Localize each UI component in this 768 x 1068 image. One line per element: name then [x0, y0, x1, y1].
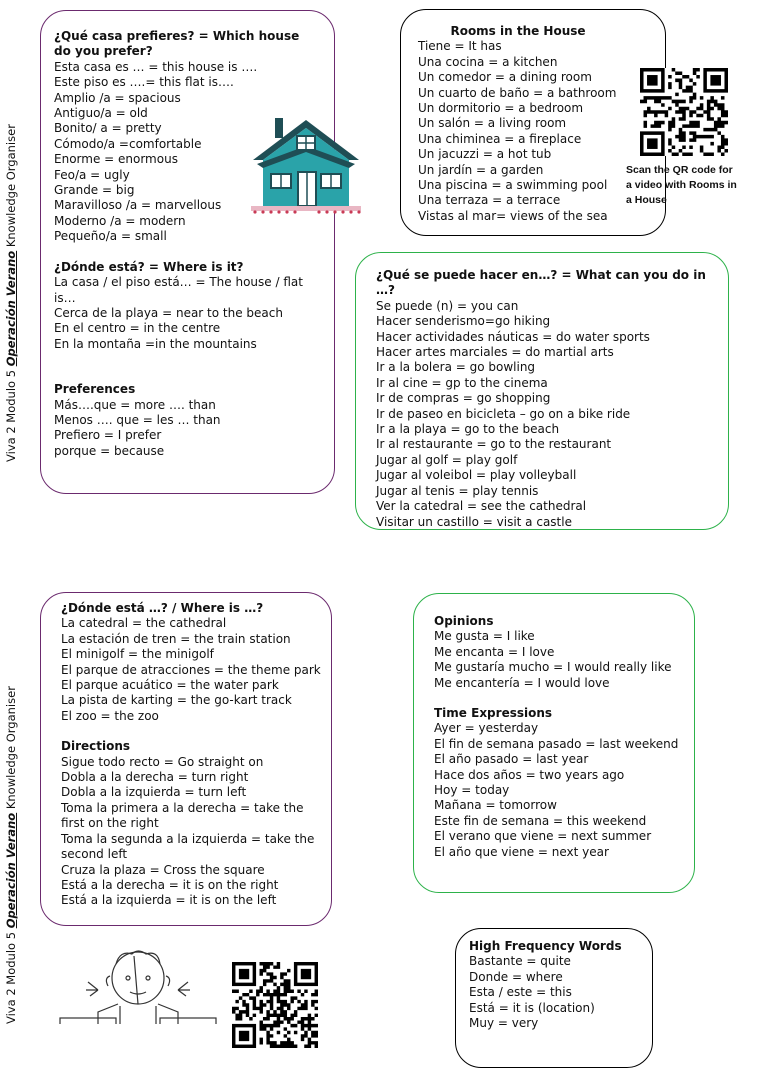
vocab-line: Ayer = yesterday [434, 721, 539, 736]
preferences-list [54, 398, 324, 460]
vocab-line: Hoy = today [434, 783, 510, 798]
time-expressions-heading: Time Expressions [434, 706, 553, 721]
preferences-heading: Preferences [54, 382, 136, 397]
vocab-line: Ir al cine = gp to the cinema [376, 375, 548, 390]
vocab-line: Un jardín = a garden [418, 162, 544, 177]
where-line: La casa / el piso está… = The house / flat is… [54, 275, 303, 305]
vocab-line: Feo/a = ugly [54, 167, 130, 182]
vocab-line: La estación de tren = the train station [61, 631, 291, 646]
high-frequency-list [469, 954, 642, 1031]
vocab-line: Bonito/ a = pretty [54, 121, 162, 136]
house-preferences-box [40, 10, 335, 494]
vocab-line: Ver la catedral = see the cathedral [376, 499, 587, 514]
where-line: En la montaña =in the mountains [54, 336, 257, 351]
vocab-line: Visitar un castillo = visit a castle [376, 514, 572, 529]
vocab-line: Un jacuzzi = a hot tub [418, 147, 552, 162]
vocab-line: Me encanta = I love [434, 644, 555, 659]
vocab-line: El parque acuático = the water park [61, 678, 279, 693]
vocab-line: Me encantería = I would love [434, 675, 610, 690]
vocab-line: Moderno /a = modern [54, 213, 186, 228]
vocab-line: Un comedor = a dining room [418, 70, 592, 85]
vocab-line: Jugar al voleibol = play volleyball [376, 468, 577, 483]
vocab-line: Se puede (n) = you can [376, 298, 519, 313]
direction-line: Toma la segunda a la izquierda = take the second left [61, 831, 315, 862]
vocab-line: Una chiminea = a fireplace [418, 131, 582, 146]
vocab-line: Está = it is (location) [469, 1000, 595, 1015]
vocab-line: El minigolf = the minigolf [61, 647, 214, 662]
activities-heading: ¿Qué se puede hacer en…? = What can you do in …? [376, 268, 706, 298]
vocab-line: Me gustaría mucho = I would really like [434, 660, 672, 675]
direction-line: Cruza la plaza = Cross the square [61, 862, 265, 877]
cartoon-figure-illustration [58, 946, 218, 1024]
vocab-line: El año pasado = last year [434, 752, 589, 767]
high-frequency-box [455, 928, 653, 1068]
vocab-line: Más….que = more …. than [54, 397, 216, 412]
direction-line: Sigue todo recto = Go straight on [61, 754, 264, 769]
vocab-line: Hace dos años = two years ago [434, 767, 625, 782]
vocab-line: Una piscina = a swimming pool [418, 178, 608, 193]
vocab-line: Este piso es ….= this flat is…. [54, 75, 234, 90]
direction-line: Toma la primera a la derecha = take the first on the right [61, 800, 304, 831]
opinions-time-box [413, 593, 695, 893]
vocab-line: Mañana = tomorrow [434, 798, 557, 813]
direction-line: Dobla a la izquierda = turn left [61, 785, 247, 800]
high-frequency-heading: High Frequency Words [469, 939, 622, 953]
opinions-heading: Opinions [434, 614, 494, 628]
vocab-line: Hacer senderismo=go hiking [376, 314, 551, 329]
vocab-line: Hacer actividades náuticas = do water sports [376, 329, 650, 344]
direction-line: Dobla a la derecha = turn right [61, 770, 249, 785]
vocab-line: Un salón = a living room [418, 116, 567, 131]
activities-list [376, 299, 718, 530]
vocab-line: Jugar al golf = play golf [376, 452, 518, 467]
where-line: En el centro = in the centre [54, 321, 221, 336]
vocab-line: Grande = big [54, 183, 135, 198]
side-label-bottom: Viva 2 Modulo 5 Operación Verano Knowledge Organiser [4, 686, 18, 1024]
vocab-line: El año que viene = next year [434, 844, 609, 859]
vocab-line: Ir a la bolera = go bowling [376, 360, 536, 375]
vocab-line: Antiguo/a = old [54, 106, 148, 121]
vocab-line: Ir al restaurante = go to the restaurant [376, 437, 612, 452]
vocab-line: El verano que viene = next summer [434, 829, 652, 844]
vocab-line: Esta / este = this [469, 985, 572, 1000]
vocab-line: Tiene = It has [418, 39, 502, 54]
direction-line: Está a la derecha = it is on the right [61, 877, 279, 892]
where-line: Cerca de la playa = near to the beach [54, 305, 283, 320]
vocab-line: Esta casa es … = this house is …. [54, 59, 258, 74]
direction-line: Está a la izquierda = it is on the left [61, 893, 277, 908]
vocab-line: Una terraza = a terrace [418, 193, 561, 208]
vocab-line: Hacer artes marciales = do martial arts [376, 345, 614, 360]
vocab-line: Donde = where [469, 969, 563, 984]
vocab-line: Maravilloso /a = marvellous [54, 198, 222, 213]
time-expressions-list [434, 721, 684, 860]
vocab-line: Vistas al mar= views of the sea [418, 208, 608, 223]
house-illustration [247, 112, 365, 216]
activities-box [355, 252, 729, 530]
vocab-line: La catedral = the cathedral [61, 616, 227, 631]
vocab-line: Un dormitorio = a bedroom [418, 101, 584, 116]
vocab-line: El zoo = the zoo [61, 708, 159, 723]
qr-code-rooms[interactable] [640, 68, 728, 156]
qr-caption-rooms: Scan the QR code for a video with Rooms in a House [626, 164, 737, 206]
vocab-line: Este fin de semana = this weekend [434, 813, 647, 828]
vocab-line: Enorme = enormous [54, 152, 178, 167]
vocab-line: Prefiero = I prefer [54, 428, 162, 443]
where-directions-box [40, 592, 332, 926]
vocab-line: Una cocina = a kitchen [418, 54, 558, 69]
vocab-line: Bastante = quite [469, 954, 571, 969]
vocab-line: Me gusta = I like [434, 629, 535, 644]
qr-code-video-2[interactable] [232, 962, 318, 1048]
places-list [61, 616, 321, 724]
where-heading: ¿Dónde está? = Where is it? [54, 259, 244, 274]
rooms-list [418, 39, 655, 224]
side-label-top: Viva 2 Modulo 5 Operación Verano Knowledge Organiser [4, 124, 18, 462]
vocab-line: Amplio /a = spacious [54, 90, 181, 105]
where-is-heading: ¿Dónde está …? / Where is …? [61, 601, 264, 615]
vocab-line: Menos …. que = les … than [54, 412, 221, 427]
directions-heading: Directions [61, 739, 131, 754]
vocab-line: Jugar al tenis = play tennis [376, 483, 539, 498]
vocab-line: Cómodo/a =comfortable [54, 136, 202, 151]
vocab-line: Ir de compras = go shopping [376, 391, 551, 406]
vocab-line: Pequeño/a = small [54, 229, 167, 244]
vocab-line: Ir de paseo en bicicleta – go on a bike ride [376, 406, 631, 421]
vocab-line: Muy = very [469, 1016, 539, 1031]
vocab-line: Ir a la playa = go to the beach [376, 422, 560, 437]
opinions-list [434, 629, 684, 691]
vocab-line: El parque de atracciones = the theme park [61, 662, 321, 677]
house-heading: ¿Qué casa prefieres? = Which house do you prefer? [54, 29, 300, 59]
vocab-line: El fin de semana pasado = last weekend [434, 736, 679, 751]
rooms-heading: Rooms in the House [450, 24, 586, 38]
vocab-line: Un cuarto de baño = a bathroom [418, 85, 617, 100]
vocab-line: La pista de karting = the go-kart track [61, 693, 292, 708]
vocab-line: porque = because [54, 443, 165, 458]
